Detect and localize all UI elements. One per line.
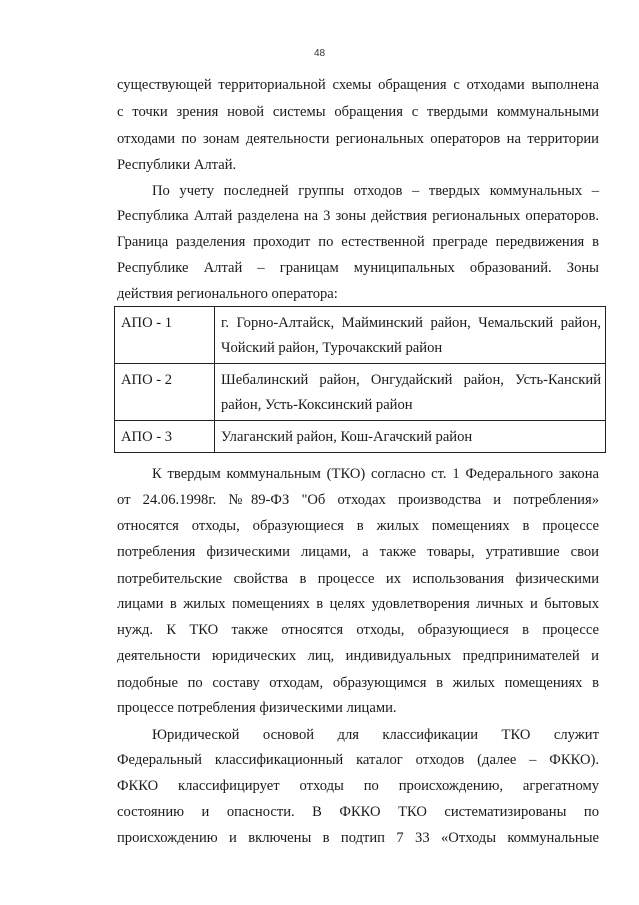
text-line: потребительские свойства в процессе их использования физическими (117, 571, 599, 587)
districts-line: Улаганский район, Кош-Агачский район (221, 429, 473, 445)
districts-cell (215, 421, 606, 453)
regional-operators-table (114, 306, 606, 453)
text-line: относятся отходы, образующиеся в жилых помещениях в процессе (117, 518, 599, 534)
text-line: деятельности юридических лиц, индивидуальных предпринимателей и (117, 648, 599, 664)
text-line: нужд. К ТКО также относятся отходы, образующиеся в процессе (117, 622, 599, 638)
text-line: отходами по зонам деятельности региональных операторов на территории (117, 131, 599, 147)
text-line: По учету последней группы отходов – твердых коммунальных – (152, 183, 599, 199)
districts-line: г. Горно-Алтайск, Майминский район, Чемальский район, (221, 315, 601, 331)
text-line: процессе потребления физическими лицами. (117, 700, 397, 716)
text-line: ФККО классифицирует отходы по происхождению, агрегатному (117, 778, 599, 794)
operator-cell: АПО - 1 (115, 307, 215, 364)
text-line: Республика Алтай разделена на 3 зоны действия региональных операторов. (117, 208, 599, 224)
text-line: существующей территориальной схемы обращения с отходами выполнена (117, 77, 599, 93)
text-line: потребления физическими лицами, а также товары, утратившие свои (117, 544, 599, 560)
text-line: подобные по составу отходам, образующимся в жилых помещениях в (117, 675, 599, 691)
text-line: происхождению и включены в подтип 7 33 «Отходы коммунальные (117, 830, 599, 846)
text-line: от 24.06.1998г. №89-ФЗ "Об отходах производства и потребления» (117, 492, 599, 508)
text-line: лицами в жилых помещениях в целях удовлетворения личных и бытовых (117, 596, 599, 612)
districts-line: Шебалинский район, Онгудайский район, Усть-Канский (221, 372, 601, 388)
text-line: Республике Алтай – границам муниципальных образований. Зоны (117, 260, 599, 276)
text-line: состоянию и опасности. В ФККО ТКО систематизированы по (117, 804, 599, 820)
districts-line: район, Усть-Коксинский район (221, 397, 413, 413)
text-line: с точки зрения новой системы обращения с твердыми коммунальными (117, 104, 599, 120)
table-row (115, 364, 606, 421)
text-line: Юридической основой для классификации ТКО служит (152, 727, 599, 743)
text-line: Республики Алтай. (117, 157, 237, 173)
text-line: действия регионального оператора: (117, 286, 338, 302)
operator-cell: АПО - 3 (115, 421, 215, 453)
page-number: 48 (313, 48, 326, 59)
table-row (115, 307, 606, 364)
districts-cell (215, 364, 606, 421)
text-line: Граница разделения проходит по естественной преграде передвижения в (117, 234, 599, 250)
districts-cell (215, 307, 606, 364)
operator-cell: АПО - 2 (115, 364, 215, 421)
districts-line: Чойский район, Турочакский район (221, 340, 443, 356)
text-line: Федеральный классификационный каталог отходов (далее – ФККО). (117, 752, 599, 768)
text-line: К твердым коммунальным (ТКО) согласно ст. 1 Федерального закона (152, 466, 599, 482)
table-row (115, 421, 606, 453)
